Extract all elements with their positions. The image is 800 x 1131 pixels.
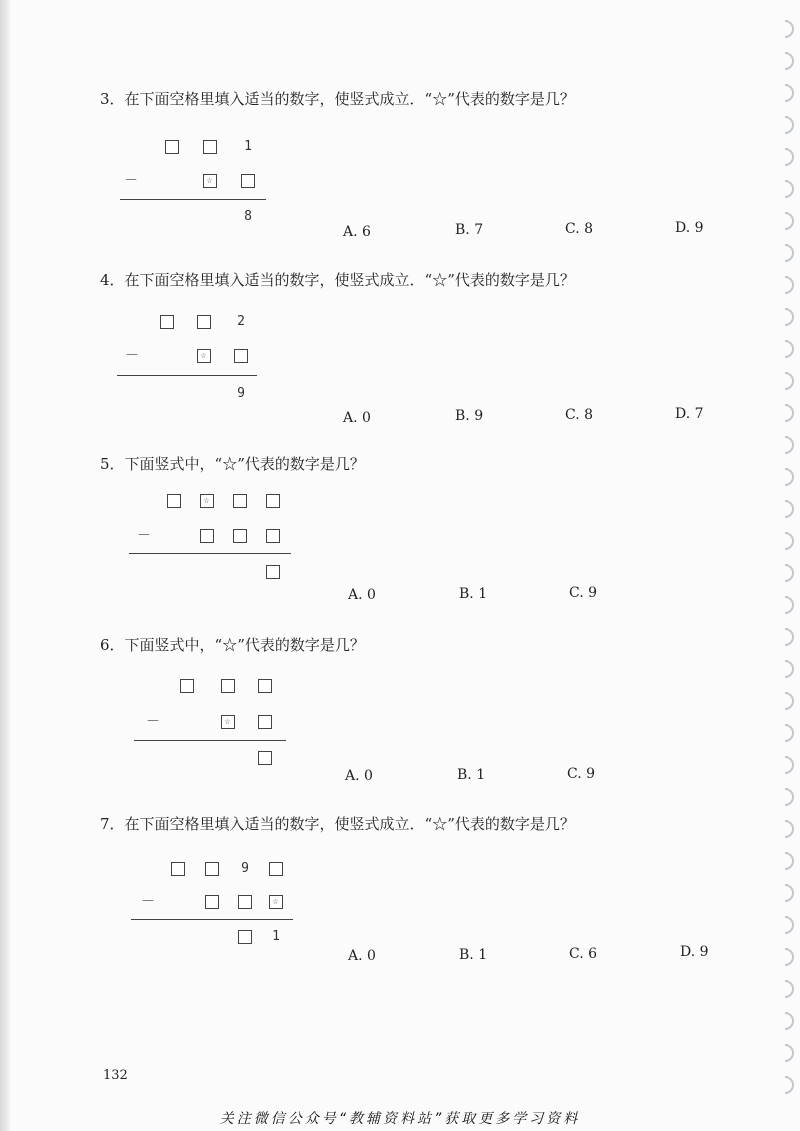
option-d: D. 7 [675,406,704,422]
star-box [221,715,235,729]
blank-box [200,529,214,543]
option-c: C. 9 [567,766,596,782]
digit: 9 [241,861,249,876]
option-d: D. 9 [675,220,704,236]
binder-ring [785,308,794,326]
minus-sign: － [137,528,151,544]
question-3-text: 3．在下面空格里填入适当的数字，使竖式成立．“☆”代表的数字是几？ [100,90,575,108]
option-c: C. 6 [569,946,598,962]
digit: 2 [237,314,245,329]
blank-box [180,679,194,693]
blank-box [258,679,272,693]
sum-line [117,375,257,376]
blank-box [241,174,255,188]
binder-ring [785,468,794,486]
option-d: D. 9 [680,944,709,960]
binder-rings [774,20,794,1100]
binder-ring [785,148,794,166]
binder-ring [785,948,794,966]
blank-box [203,140,217,154]
binder-ring [785,372,794,390]
sum-line [120,199,266,200]
binder-ring [785,628,794,646]
binder-ring [785,884,794,902]
footer-watermark: 关注微信公众号“教辅资料站”获取更多学习资料 [219,1111,581,1127]
page-spine-shadow [0,0,10,1131]
binder-ring [785,1076,794,1094]
binder-ring [785,692,794,710]
blank-box [266,565,280,579]
question-3-puzzle [110,138,330,248]
binder-ring [785,820,794,838]
binder-ring [785,1012,794,1030]
blank-box [205,862,219,876]
blank-box [266,494,280,508]
binder-ring [785,20,794,38]
blank-box [165,140,179,154]
binder-ring [785,756,794,774]
minus-sign: － [124,173,138,189]
binder-ring [785,532,794,550]
binder-ring [785,84,794,102]
blank-box [233,529,247,543]
binder-ring [785,500,794,518]
question-6-puzzle [130,677,350,787]
option-b: B. 1 [459,586,488,602]
binder-ring [785,916,794,934]
option-c: C. 8 [565,221,594,237]
blank-box [197,315,211,329]
page-number: 132 [103,1068,128,1083]
blank-box [233,494,247,508]
star-box [200,494,214,508]
minus-sign: － [141,894,155,910]
digit: 9 [237,386,245,401]
binder-ring [785,436,794,454]
blank-box [238,895,252,909]
question-4-text: 4．在下面空格里填入适当的数字，使竖式成立．“☆”代表的数字是几？ [100,271,575,289]
digit: 1 [244,139,252,154]
option-b: B. 9 [455,408,484,424]
difference-line [134,740,286,741]
blank-box [205,895,219,909]
binder-ring [785,788,794,806]
blank-box [221,679,235,693]
option-a: A. 0 [345,768,373,784]
question-7-text: 7．在下面空格里填入适当的数字，使竖式成立．“☆”代表的数字是几？ [100,815,575,833]
question-4-puzzle [105,313,325,423]
binder-ring [785,564,794,582]
binder-ring [785,244,794,262]
blank-box [266,529,280,543]
binder-ring [785,52,794,70]
blank-box [171,862,185,876]
binder-ring [785,1044,794,1062]
option-a: A. 0 [348,948,376,964]
blank-box [269,862,283,876]
digit: 8 [244,209,252,224]
binder-ring [785,660,794,678]
difference-line [129,553,291,554]
question-5-text: 5．下面竖式中，“☆”代表的数字是几？ [100,455,365,473]
binder-ring [785,212,794,230]
option-a: A. 6 [343,224,371,240]
binder-ring [785,276,794,294]
question-7-puzzle [125,860,345,970]
blank-box [238,930,252,944]
option-a: A. 0 [348,587,376,603]
option-b: B. 1 [457,767,486,783]
blank-box [167,494,181,508]
question-5-puzzle [125,492,345,602]
binder-ring [785,852,794,870]
option-b: B. 7 [455,222,484,238]
question-6-text: 6．下面竖式中，“☆”代表的数字是几？ [100,636,365,654]
option-c: C. 9 [569,585,598,601]
blank-box [258,715,272,729]
minus-sign: － [125,348,139,364]
binder-ring [785,404,794,422]
binder-ring [785,596,794,614]
digit: 1 [272,929,280,944]
option-a: A. 0 [343,410,371,426]
binder-ring [785,340,794,358]
blank-box [160,315,174,329]
option-c: C. 8 [565,407,594,423]
blank-box [258,751,272,765]
star-box [197,349,211,363]
star-box [203,174,217,188]
binder-ring [785,980,794,998]
binder-ring [785,116,794,134]
blank-box [234,349,248,363]
option-b: B. 1 [459,947,488,963]
minus-sign: － [146,714,160,730]
star-box [269,895,283,909]
binder-ring [785,724,794,742]
binder-ring [785,180,794,198]
difference-line [131,919,293,920]
